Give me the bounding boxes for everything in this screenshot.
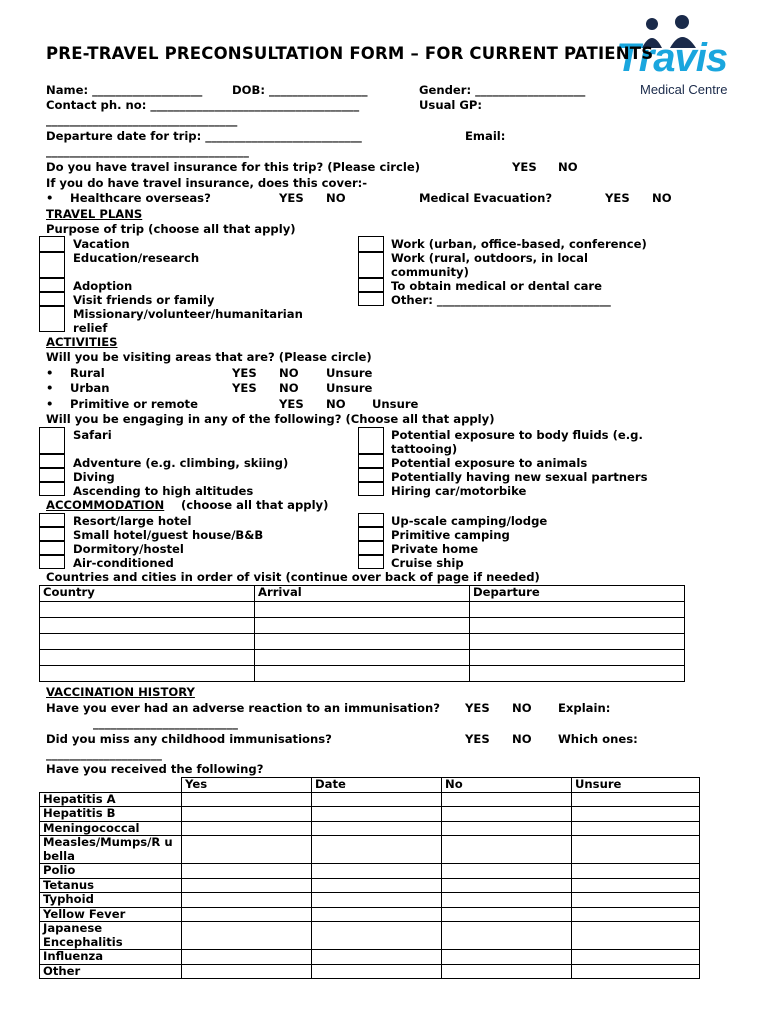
gp-line[interactable]: _________________________________: [46, 113, 238, 127]
table-cell[interactable]: [312, 907, 442, 922]
accom-private-home: Private home: [391, 542, 479, 556]
table-cell[interactable]: [572, 907, 700, 922]
table-cell[interactable]: [182, 922, 312, 950]
gp-label: Usual GP:: [419, 98, 483, 112]
checkbox-diving[interactable]: [39, 468, 65, 482]
table-cell[interactable]: [312, 836, 442, 864]
departure-field[interactable]: Departure date for trip: ___________________________: [46, 129, 362, 143]
table-cell[interactable]: [442, 864, 572, 879]
column-header: No: [442, 778, 572, 793]
healthcare-yes[interactable]: YES: [279, 191, 304, 205]
accom-upscale-camping: Up-scale camping/lodge: [391, 514, 548, 528]
email-label: Email:: [465, 129, 506, 143]
table-row: [40, 907, 700, 922]
adverse-no[interactable]: NO: [512, 701, 532, 715]
table-cell[interactable]: [40, 666, 255, 682]
activity-diving: Diving: [73, 470, 115, 484]
table-row: [40, 836, 700, 864]
purpose-work-urban: Work (urban, office-based, conference): [391, 237, 647, 251]
table-cell[interactable]: [182, 836, 312, 864]
table-cell[interactable]: [182, 893, 312, 908]
checkbox-hiring-car[interactable]: [358, 482, 384, 496]
checkbox-sexual-partners[interactable]: [358, 468, 384, 482]
bullet-icon: •: [46, 366, 54, 380]
checkbox-vacation[interactable]: [39, 236, 65, 252]
checkbox-small-hotel[interactable]: [39, 527, 65, 541]
accom-primitive-camping: Primitive camping: [391, 528, 510, 542]
insurance-question: Do you have travel insurance for this trip? (Please circle): [46, 160, 421, 174]
table-cell[interactable]: [572, 893, 700, 908]
evac-no[interactable]: NO: [652, 191, 672, 205]
vaccine-name: Hepatitis B: [40, 807, 182, 822]
purpose-work-rural-cont: community): [391, 265, 469, 279]
activity-adventure: Adventure (e.g. climbing, skiing): [73, 456, 289, 470]
table-cell[interactable]: [572, 964, 700, 979]
table-cell[interactable]: [442, 907, 572, 922]
area-urban-unsure[interactable]: Unsure: [326, 381, 373, 395]
table-cell[interactable]: [312, 878, 442, 893]
column-header: Date: [312, 778, 442, 793]
area-rural-no[interactable]: NO: [279, 366, 299, 380]
table-row: [40, 618, 685, 634]
contact-field[interactable]: Contact ph. no: ____________________________________: [46, 98, 360, 112]
checkbox-air-conditioned[interactable]: [39, 555, 65, 569]
area-remote-no[interactable]: NO: [326, 397, 346, 411]
purpose-education: Education/research: [73, 251, 200, 265]
table-cell[interactable]: [182, 950, 312, 965]
insurance-yes[interactable]: YES: [512, 160, 537, 174]
insurance-no[interactable]: NO: [558, 160, 578, 174]
area-urban-yes[interactable]: YES: [232, 381, 257, 395]
table-cell[interactable]: [255, 650, 470, 666]
checkbox-work-urban[interactable]: [358, 236, 384, 252]
childhood-which: Which ones:: [558, 732, 638, 746]
vaccine-name: Influenza: [40, 950, 182, 965]
table-cell[interactable]: [470, 634, 685, 650]
table-cell[interactable]: [255, 634, 470, 650]
adverse-line[interactable]: _________________________: [93, 716, 238, 730]
checkbox-safari[interactable]: [39, 427, 65, 454]
childhood-line[interactable]: ____________________: [46, 747, 162, 761]
checkbox-adventure[interactable]: [39, 454, 65, 468]
checkbox-body-fluids[interactable]: [358, 427, 384, 454]
table-cell[interactable]: [312, 821, 442, 836]
table-cell[interactable]: [182, 821, 312, 836]
table-cell[interactable]: [312, 922, 442, 950]
table-cell[interactable]: [182, 907, 312, 922]
accommodation-note: (choose all that apply): [181, 498, 329, 512]
table-row: [40, 922, 700, 950]
activities-heading: ACTIVITIES: [46, 335, 118, 349]
table-cell[interactable]: [572, 950, 700, 965]
purpose-work-rural: Work (rural, outdoors, in local: [391, 251, 588, 265]
checkbox-visit-friends[interactable]: [39, 292, 65, 306]
evac-label: Medical Evacuation?: [419, 191, 553, 205]
area-remote-label: Primitive or remote: [70, 397, 198, 411]
vaccine-name: Measles/Mumps/R ubella: [40, 836, 182, 864]
accom-small-hotel: Small hotel/guest house/B&B: [73, 528, 264, 542]
accom-resort: Resort/large hotel: [73, 514, 192, 528]
table-cell[interactable]: [572, 807, 700, 822]
table-cell[interactable]: [442, 878, 572, 893]
table-row: [40, 878, 700, 893]
gender-field[interactable]: Gender: ___________________: [419, 83, 586, 97]
table-cell[interactable]: [255, 666, 470, 682]
table-cell[interactable]: [572, 922, 700, 950]
checkbox-private-home[interactable]: [358, 541, 384, 555]
accom-air-conditioned: Air-conditioned: [73, 556, 174, 570]
childhood-yes[interactable]: YES: [465, 732, 490, 746]
area-remote-unsure[interactable]: Unsure: [372, 397, 419, 411]
table-row: [40, 602, 685, 618]
table-cell[interactable]: [312, 864, 442, 879]
table-row: [40, 893, 700, 908]
countries-table: [39, 585, 685, 682]
table-header-row: [40, 778, 700, 793]
area-remote-yes[interactable]: YES: [279, 397, 304, 411]
table-cell[interactable]: [312, 950, 442, 965]
vaccine-name: Other: [40, 964, 182, 979]
checkbox-animals[interactable]: [358, 454, 384, 468]
purpose-adoption: Adoption: [73, 279, 133, 293]
engaging-question: Will you be engaging in any of the following? (Choose all that apply): [46, 412, 495, 426]
table-cell[interactable]: [442, 821, 572, 836]
checkbox-dormitory[interactable]: [39, 541, 65, 555]
logo-subtitle: Medical Centre: [640, 82, 728, 97]
table-header-row: [40, 586, 685, 602]
activity-safari: Safari: [73, 428, 112, 442]
vaccination-heading: VACCINATION HISTORY: [46, 685, 195, 699]
purpose-missionary: Missionary/volunteer/humanitarian: [73, 307, 303, 321]
checkbox-education[interactable]: [39, 252, 65, 278]
checkbox-upscale-camping[interactable]: [358, 513, 384, 527]
table-cell[interactable]: [40, 618, 255, 634]
adverse-question: Have you ever had an adverse reaction to an immunisation?: [46, 701, 440, 715]
table-cell[interactable]: [442, 807, 572, 822]
table-cell[interactable]: [442, 964, 572, 979]
dob-field[interactable]: DOB: _________________: [232, 83, 368, 97]
vaccine-name: Typhoid: [40, 893, 182, 908]
evac-yes[interactable]: YES: [605, 191, 630, 205]
table-cell[interactable]: [312, 792, 442, 807]
activity-animals: Potential exposure to animals: [391, 456, 588, 470]
table-row: [40, 792, 700, 807]
adverse-yes[interactable]: YES: [465, 701, 490, 715]
table-row: [40, 807, 700, 822]
page-title: PRE-TRAVEL PRECONSULTATION FORM – FOR CURRENT PATIENTS: [46, 44, 654, 63]
checkbox-primitive-camping[interactable]: [358, 527, 384, 541]
healthcare-no[interactable]: NO: [326, 191, 346, 205]
purpose-vacation: Vacation: [73, 237, 130, 251]
table-cell[interactable]: [312, 893, 442, 908]
activity-altitude: Ascending to high altitudes: [73, 484, 254, 498]
checkbox-missionary[interactable]: [39, 306, 65, 332]
table-row: [40, 964, 700, 979]
childhood-no[interactable]: NO: [512, 732, 532, 746]
vaccine-table: [39, 777, 700, 979]
activity-hiring-car: Hiring car/motorbike: [391, 484, 527, 498]
table-cell[interactable]: [572, 836, 700, 864]
table-cell[interactable]: [182, 864, 312, 879]
column-header: Country: [40, 586, 255, 602]
checkbox-adoption[interactable]: [39, 278, 65, 292]
travel-plans-heading: TRAVEL PLANS: [46, 207, 143, 221]
table-cell[interactable]: [182, 792, 312, 807]
column-header: Departure: [470, 586, 685, 602]
activity-body-fluids: Potential exposure to body fluids (e.g.: [391, 428, 643, 442]
table-cell[interactable]: [255, 602, 470, 618]
table-cell[interactable]: [572, 878, 700, 893]
table-row: [40, 666, 685, 682]
table-cell: [40, 778, 182, 793]
accom-cruise-ship: Cruise ship: [391, 556, 464, 570]
healthcare-label: Healthcare overseas?: [70, 191, 211, 205]
logo-wordmark: Travis: [616, 36, 728, 80]
table-cell[interactable]: [182, 878, 312, 893]
purpose-missionary-cont: relief: [73, 321, 108, 335]
table-row: [40, 950, 700, 965]
activity-sexual-partners: Potentially having new sexual partners: [391, 470, 648, 484]
adverse-explain: Explain:: [558, 701, 611, 715]
checkbox-resort[interactable]: [39, 513, 65, 527]
purpose-visit-friends: Visit friends or family: [73, 293, 215, 307]
bullet-icon: •: [46, 191, 54, 205]
table-row: [40, 634, 685, 650]
table-cell[interactable]: [442, 893, 572, 908]
area-rural-yes[interactable]: YES: [232, 366, 257, 380]
purpose-question: Purpose of trip (choose all that apply): [46, 222, 296, 236]
table-row: [40, 864, 700, 879]
name-field[interactable]: Name: ___________________: [46, 83, 203, 97]
table-row: [40, 821, 700, 836]
vaccine-name: Japanese Encephalitis: [40, 922, 182, 950]
table-cell[interactable]: [572, 864, 700, 879]
activity-body-fluids-cont: tattooing): [391, 442, 458, 456]
table-cell[interactable]: [470, 650, 685, 666]
vaccine-name: Tetanus: [40, 878, 182, 893]
table-cell[interactable]: [312, 964, 442, 979]
table-row: [40, 650, 685, 666]
table-cell[interactable]: [572, 821, 700, 836]
checkbox-other[interactable]: [358, 292, 384, 306]
bullet-icon: •: [46, 381, 54, 395]
accom-dormitory: Dormitory/hostel: [73, 542, 184, 556]
column-header: Unsure: [572, 778, 700, 793]
vaccine-name: Hepatitis A: [40, 792, 182, 807]
childhood-question: Did you miss any childhood immunisations?: [46, 732, 332, 746]
table-cell[interactable]: [182, 964, 312, 979]
table-cell[interactable]: [470, 666, 685, 682]
table-cell[interactable]: [312, 807, 442, 822]
column-header: Yes: [182, 778, 312, 793]
checkbox-cruise-ship[interactable]: [358, 555, 384, 569]
vaccine-name: Yellow Fever: [40, 907, 182, 922]
table-cell[interactable]: [40, 634, 255, 650]
table-cell[interactable]: [442, 922, 572, 950]
table-cell[interactable]: [470, 602, 685, 618]
checkbox-work-rural[interactable]: [358, 252, 384, 278]
accommodation-heading: ACCOMMODATION: [46, 498, 165, 512]
bullet-icon: •: [46, 397, 54, 411]
area-rural-unsure[interactable]: Unsure: [326, 366, 373, 380]
countries-caption: Countries and cities in order of visit (continue over back of page if needed): [46, 570, 540, 584]
column-header: Arrival: [255, 586, 470, 602]
table-cell[interactable]: [40, 602, 255, 618]
purpose-other[interactable]: Other: ______________________________: [391, 293, 611, 307]
checkbox-altitude[interactable]: [39, 482, 65, 496]
table-cell[interactable]: [255, 618, 470, 634]
vaccine-name: Polio: [40, 864, 182, 879]
area-urban-label: Urban: [70, 381, 110, 395]
table-cell[interactable]: [442, 950, 572, 965]
table-cell[interactable]: [182, 807, 312, 822]
received-question: Have you received the following?: [46, 762, 264, 776]
insurance-cover: If you do have travel insurance, does this cover:-: [46, 176, 368, 190]
table-cell[interactable]: [572, 792, 700, 807]
table-cell[interactable]: [470, 618, 685, 634]
areas-question: Will you be visiting areas that are? (Please circle): [46, 350, 372, 364]
checkbox-medical-care[interactable]: [358, 278, 384, 292]
table-cell[interactable]: [40, 650, 255, 666]
vaccine-name: Meningococcal: [40, 821, 182, 836]
area-urban-no[interactable]: NO: [279, 381, 299, 395]
purpose-medical-care: To obtain medical or dental care: [391, 279, 602, 293]
table-cell[interactable]: [442, 792, 572, 807]
email-line[interactable]: ___________________________________: [46, 144, 249, 158]
area-rural-label: Rural: [70, 366, 105, 380]
table-cell[interactable]: [442, 836, 572, 864]
